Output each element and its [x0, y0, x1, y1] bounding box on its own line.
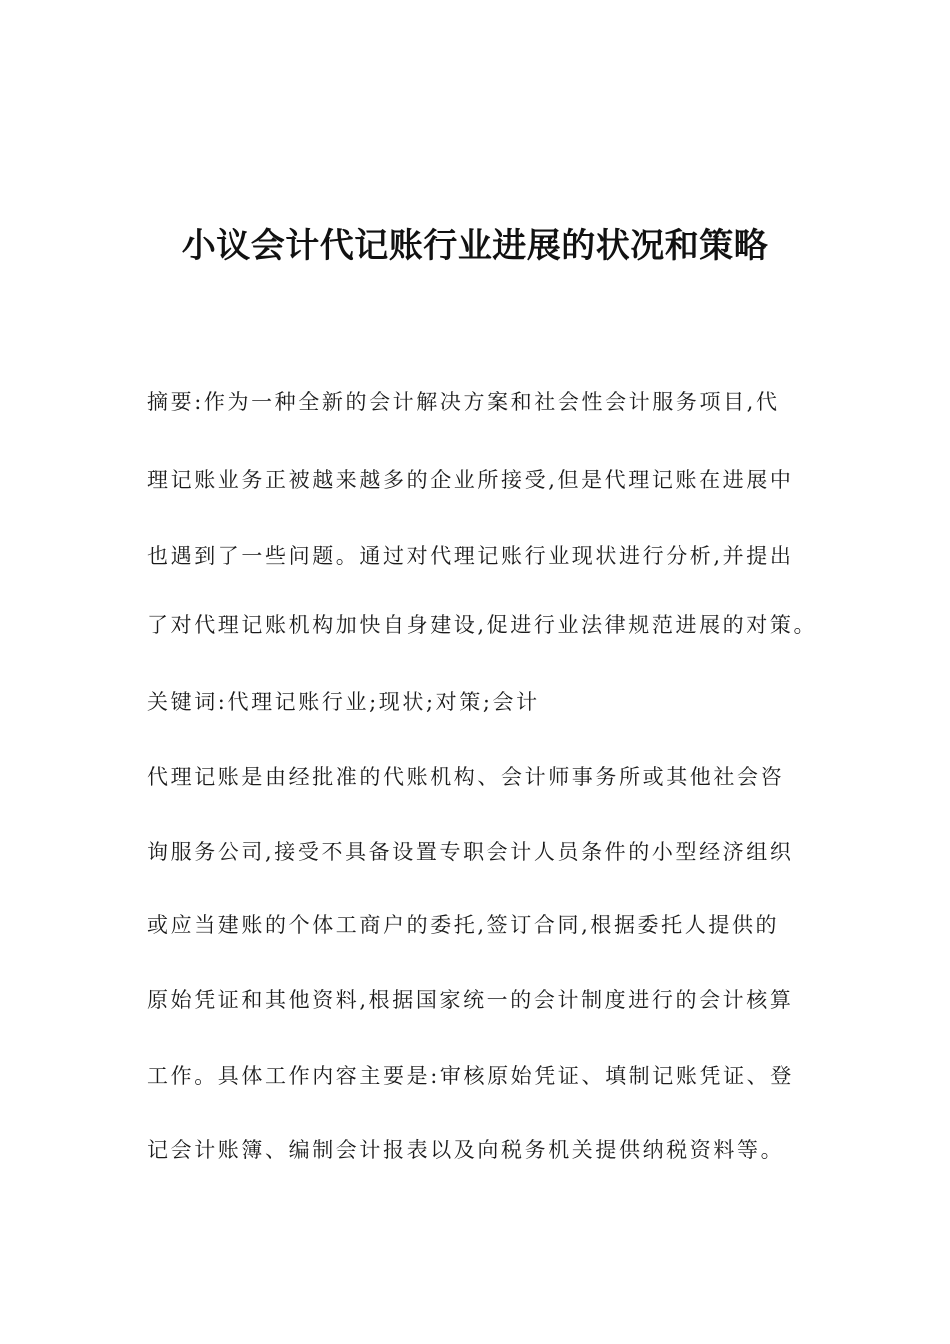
body-line-1: 代理记账是由经批准的代账机构、会计师事务所或其他社会咨 [147, 765, 785, 789]
body-line-4: 原始凭证和其他资料,根据国家统一的会计制度进行的会计核算 [147, 988, 794, 1012]
body-line-5: 工作。具体工作内容主要是:审核原始凭证、填制记账凭证、登 [147, 1064, 794, 1088]
abstract-line-2: 理记账业务正被越来越多的企业所接受,但是代理记账在进展中 [147, 468, 794, 492]
abstract-line-4: 了对代理记账机构加快自身建设,促进行业法律规范进展的对策。 [147, 613, 818, 637]
keywords-line: 关键词:代理记账行业;现状;对策;会计 [147, 690, 540, 714]
body-line-6: 记会计账簿、编制会计报表以及向税务机关提供纳税资料等。 [147, 1138, 785, 1162]
body-line-3: 或应当建账的个体工商户的委托,签订合同,根据委托人提供的 [147, 913, 780, 937]
document-title: 小议会计代记账行业进展的状况和策略 [181, 226, 769, 266]
abstract-line-1: 摘要:作为一种全新的会计解决方案和社会性会计服务项目,代 [147, 390, 780, 414]
abstract-line-3: 也遇到了一些问题。通过对代理记账行业现状进行分析,并提出 [147, 544, 794, 568]
body-line-2: 询服务公司,接受不具备设置专职会计人员条件的小型经济组织 [147, 840, 794, 864]
